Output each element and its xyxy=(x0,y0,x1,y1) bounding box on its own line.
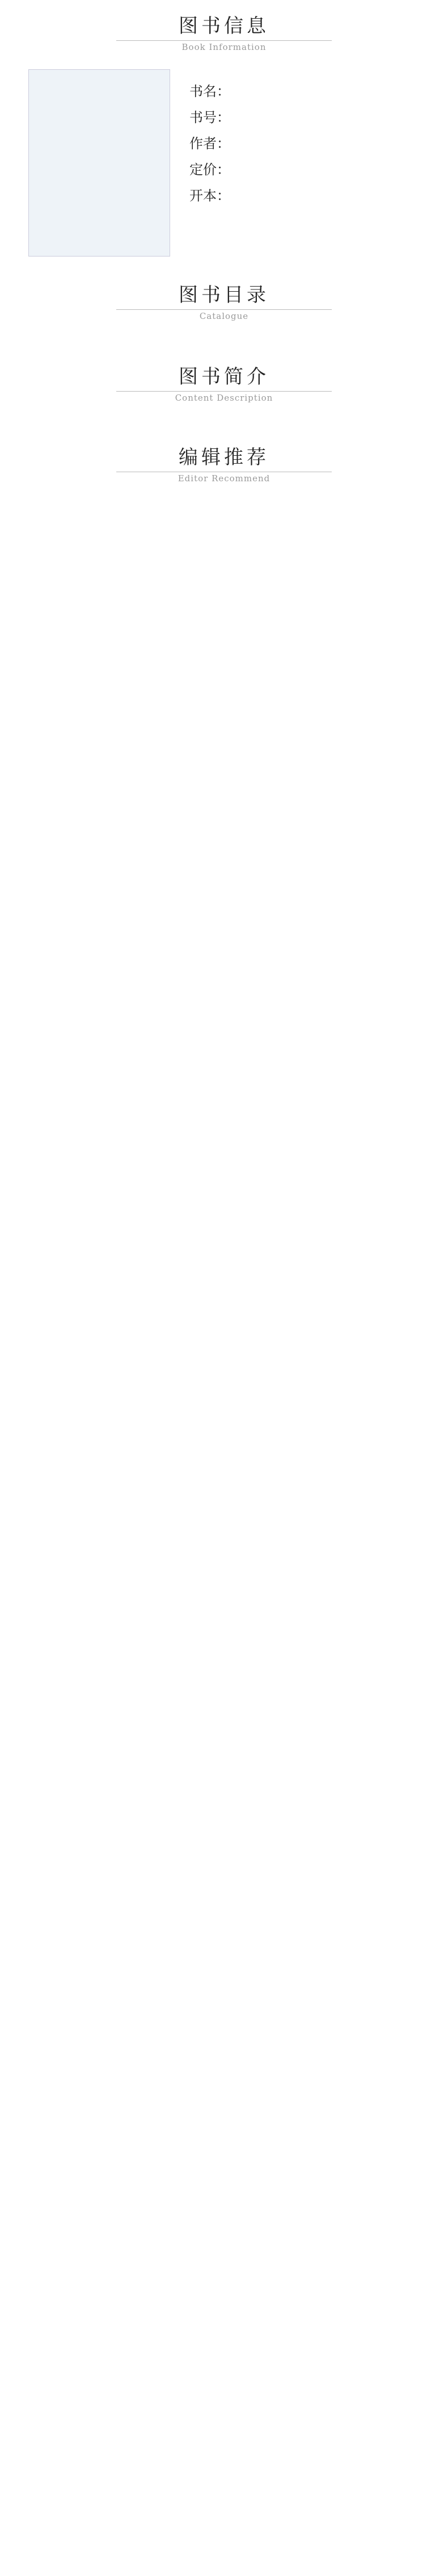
toc-rule xyxy=(116,309,332,310)
book-info-body xyxy=(0,52,448,257)
book-meta-row: 作者： xyxy=(189,136,230,152)
intro-section xyxy=(0,338,448,419)
book-info-rule xyxy=(116,40,332,41)
recommend-section xyxy=(0,419,448,499)
toc-section xyxy=(0,257,448,338)
book-meta-label: 书名 xyxy=(189,83,217,99)
intro-text xyxy=(0,403,448,419)
intro-header xyxy=(0,338,448,403)
toc-subtitle: Catalogue xyxy=(199,311,249,321)
intro-title: 图书简介 xyxy=(179,365,269,388)
book-info-subtitle: Book Information xyxy=(181,42,267,52)
recommend-subtitle: Editor Recommend xyxy=(177,473,271,484)
book-meta-label: 书号 xyxy=(189,110,217,125)
book-meta-row: 定价： xyxy=(189,162,230,178)
toc-list xyxy=(0,321,448,338)
book-meta-row: 书名： xyxy=(189,83,230,99)
page xyxy=(0,0,448,499)
recommend-text xyxy=(0,484,448,499)
intro-rule xyxy=(116,391,332,392)
book-meta-label: 作者 xyxy=(189,136,217,152)
book-info-section xyxy=(0,0,448,257)
toc-title: 图书目录 xyxy=(179,284,269,306)
book-info-title: 图书信息 xyxy=(179,15,269,37)
intro-subtitle: Content Description xyxy=(175,393,273,403)
toc-header xyxy=(0,257,448,321)
recommend-header xyxy=(0,419,448,484)
book-meta xyxy=(170,69,230,257)
book-meta-label: 定价 xyxy=(189,162,217,178)
book-meta-row: 书号： xyxy=(189,110,230,125)
book-info-header xyxy=(0,0,448,52)
recommend-title: 编辑推荐 xyxy=(179,446,269,469)
book-meta-label: 开本 xyxy=(189,188,217,204)
book-meta-row: 开本： xyxy=(189,188,230,204)
book-cover xyxy=(28,69,170,257)
